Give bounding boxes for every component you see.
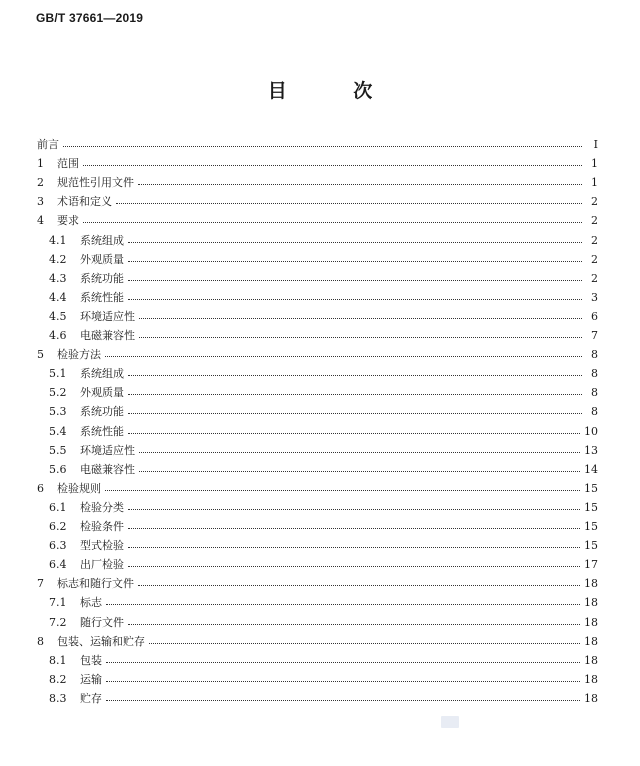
toc-entry-title: 标志和随行文件 xyxy=(57,577,134,591)
toc-dot-leader xyxy=(138,184,582,185)
toc-entry-title: 检验条件 xyxy=(80,520,124,533)
toc-entry-title: 系统功能 xyxy=(80,271,124,285)
toc-entry-title: 环境适应性 xyxy=(80,309,135,323)
toc-dot-leader xyxy=(149,643,580,644)
toc-entry-title: 贮存 xyxy=(80,691,102,705)
toc-entry-page: 2 xyxy=(591,233,598,247)
toc-entry-title: 系统组成 xyxy=(80,233,124,247)
toc-entry[interactable] xyxy=(0,233,640,249)
toc-entry-page: 1 xyxy=(591,176,598,190)
toc-entry-title: 术语和定义 xyxy=(57,195,112,209)
toc-entry-title: 要求 xyxy=(57,214,79,228)
toc-entry[interactable] xyxy=(0,557,640,573)
toc-entry-number: 4.2 xyxy=(49,252,67,266)
toc-entry-title: 电磁兼容性 xyxy=(80,462,135,476)
toc-dot-leader xyxy=(128,528,580,529)
toc-entry-number: 2 xyxy=(37,176,44,190)
toc-entry-title: 包装 xyxy=(80,653,102,667)
toc-entry[interactable] xyxy=(0,595,640,611)
toc-entry-title: 标志 xyxy=(80,596,102,610)
toc-entry-number: 5.4 xyxy=(49,424,67,438)
toc-entry-page: 15 xyxy=(584,539,598,553)
toc-entry-title: 环境适应性 xyxy=(80,443,135,457)
toc-entry[interactable] xyxy=(0,481,640,497)
toc-entry-number: 5.2 xyxy=(49,386,67,400)
toc-entry[interactable] xyxy=(0,137,640,153)
toc-entry-page: 2 xyxy=(591,271,598,285)
toc-entry-page: 8 xyxy=(591,348,598,362)
toc-entry-number: 6.2 xyxy=(49,520,67,533)
toc-entry-title: 检验方法 xyxy=(57,348,101,362)
toc-dot-leader xyxy=(83,165,582,166)
toc-entry[interactable] xyxy=(0,175,640,191)
toc-entry-number: 8.2 xyxy=(49,672,67,686)
toc-entry-page: 18 xyxy=(584,691,598,705)
toc-entry-number: 1 xyxy=(37,157,44,171)
toc-dot-leader xyxy=(83,222,582,223)
toc-entry-page: 15 xyxy=(584,500,598,514)
toc-entry[interactable] xyxy=(0,347,640,363)
toc-entry-title: 系统组成 xyxy=(80,367,124,381)
toc-entry[interactable] xyxy=(0,634,640,650)
toc-entry-page: 18 xyxy=(584,634,598,648)
toc-entry-number: 8.3 xyxy=(49,691,67,705)
toc-entry[interactable] xyxy=(0,194,640,210)
toc-entry[interactable] xyxy=(0,691,640,707)
toc-entry-title: 范围 xyxy=(57,157,79,171)
toc-dot-leader xyxy=(128,280,582,281)
toc-dot-leader xyxy=(128,413,582,414)
toc-entry-page: 10 xyxy=(584,424,598,438)
toc-entry-title: 运输 xyxy=(80,672,102,686)
toc-entry-page: 8 xyxy=(591,367,598,381)
toc-dot-leader xyxy=(128,242,582,243)
toc-entry-page: Ⅰ xyxy=(593,138,598,151)
toc-entry-page: 15 xyxy=(584,520,598,533)
standard-code: GB/T 37661—2019 xyxy=(36,11,144,25)
toc-entry-number: 8 xyxy=(37,634,44,648)
toc-entry-title: 检验分类 xyxy=(80,500,124,514)
toc-entry-title: 前言 xyxy=(37,138,59,151)
toc-entry[interactable] xyxy=(0,653,640,669)
toc-entry-number: 3 xyxy=(37,195,44,209)
toc-entry[interactable] xyxy=(0,385,640,401)
toc-entry-page: 6 xyxy=(591,309,598,323)
toc-entry[interactable] xyxy=(0,271,640,287)
toc-dot-leader xyxy=(128,433,580,434)
toc-dot-leader xyxy=(106,700,580,701)
toc-entry[interactable] xyxy=(0,462,640,478)
toc-entry-page: 18 xyxy=(584,615,598,629)
toc-dot-leader xyxy=(128,394,582,395)
toc-entry[interactable] xyxy=(0,538,640,554)
toc-entry[interactable] xyxy=(0,424,640,440)
toc-entry[interactable] xyxy=(0,252,640,268)
toc-entry-title: 规范性引用文件 xyxy=(57,176,134,190)
toc-entry-page: 13 xyxy=(584,443,598,457)
toc-dot-leader xyxy=(139,318,582,319)
toc-entry-page: 18 xyxy=(584,672,598,686)
toc-entry[interactable] xyxy=(0,500,640,516)
toc-entry-number: 6.3 xyxy=(49,539,67,553)
toc-entry-number: 7.2 xyxy=(49,615,67,629)
toc-dot-leader xyxy=(128,547,580,548)
toc-entry-number: 5.6 xyxy=(49,462,67,476)
watermark-mark xyxy=(441,716,459,728)
toc-dot-leader xyxy=(106,681,580,682)
toc-entry-number: 4.3 xyxy=(49,271,67,285)
toc-dot-leader xyxy=(128,624,580,625)
toc-entry-page: 7 xyxy=(591,329,598,342)
toc-entry-number: 6.1 xyxy=(49,500,67,514)
toc-entry[interactable] xyxy=(0,366,640,382)
toc-entry-page: 8 xyxy=(591,405,598,419)
toc-entry[interactable] xyxy=(0,672,640,688)
toc-entry-number: 5.5 xyxy=(49,443,67,457)
toc-dot-leader xyxy=(128,299,582,300)
toc-entry-title: 系统功能 xyxy=(80,405,124,419)
toc-dot-leader xyxy=(63,146,582,147)
toc-entry-page: 18 xyxy=(584,577,598,591)
toc-entry-page: 2 xyxy=(591,195,598,209)
toc-dot-leader xyxy=(116,203,582,204)
toc-entry-title: 型式检验 xyxy=(80,539,124,553)
toc-entry-title: 检验规则 xyxy=(57,481,101,495)
toc-entry-page: 3 xyxy=(591,290,598,304)
toc-entry[interactable] xyxy=(0,309,640,325)
toc-entry-title: 系统性能 xyxy=(80,424,124,438)
toc-entry-number: 5.3 xyxy=(49,405,67,419)
toc-entry[interactable] xyxy=(0,576,640,592)
toc-entry-page: 14 xyxy=(584,462,598,476)
toc-entry-number: 7.1 xyxy=(49,596,67,610)
toc-entry-number: 6.4 xyxy=(49,558,67,572)
toc-entry-title: 电磁兼容性 xyxy=(80,329,135,342)
toc-dot-leader xyxy=(128,375,582,376)
toc-entry-number: 7 xyxy=(37,577,44,591)
toc-entry[interactable] xyxy=(0,156,640,172)
toc-dot-leader xyxy=(138,585,580,586)
toc-entry-page: 8 xyxy=(591,386,598,400)
toc-entry[interactable] xyxy=(0,615,640,631)
toc-entry-page: 1 xyxy=(591,157,598,171)
toc-entry-number: 6 xyxy=(37,481,44,495)
toc-entry-number: 8.1 xyxy=(49,653,67,667)
toc-dot-leader xyxy=(106,604,580,605)
toc-entry[interactable] xyxy=(0,328,640,344)
toc-entry-title: 外观质量 xyxy=(80,252,124,266)
toc-dot-leader xyxy=(139,471,580,472)
toc-entry-title: 出厂检验 xyxy=(80,558,124,572)
toc-entry[interactable] xyxy=(0,404,640,420)
toc-entry[interactable] xyxy=(0,443,640,459)
toc-entry-title: 系统性能 xyxy=(80,290,124,304)
toc-entry-page: 18 xyxy=(584,596,598,610)
toc-entry-number: 4.6 xyxy=(49,329,67,342)
toc-entry-number: 4.1 xyxy=(49,233,67,247)
toc-entry-page: 2 xyxy=(591,214,598,228)
toc-entry-page: 15 xyxy=(584,481,598,495)
toc-dot-leader xyxy=(139,337,582,338)
toc-dot-leader xyxy=(139,452,580,453)
toc-entry-number: 4 xyxy=(37,214,44,228)
toc-entry-number: 5 xyxy=(37,348,44,362)
toc-entry-number: 4.5 xyxy=(49,309,67,323)
toc-entry-title: 外观质量 xyxy=(80,386,124,400)
toc-entry-number: 5.1 xyxy=(49,367,67,381)
toc-dot-leader xyxy=(106,662,580,663)
toc-entry[interactable] xyxy=(0,290,640,306)
toc-entry-number: 4.4 xyxy=(49,290,67,304)
page-title: 目 次 xyxy=(267,80,403,102)
toc-dot-leader xyxy=(105,356,582,357)
toc-dot-leader xyxy=(128,566,580,567)
toc-entry[interactable] xyxy=(0,519,640,535)
toc-dot-leader xyxy=(128,261,582,262)
toc-dot-leader xyxy=(105,490,580,491)
toc-entry-title: 包装、运输和贮存 xyxy=(57,634,145,648)
toc-entry[interactable] xyxy=(0,213,640,229)
toc-dot-leader xyxy=(128,509,580,510)
toc-entry-page: 17 xyxy=(584,558,598,572)
toc-entry-page: 2 xyxy=(591,252,598,266)
toc-entry-page: 18 xyxy=(584,653,598,667)
toc-entry-title: 随行文件 xyxy=(80,615,124,629)
